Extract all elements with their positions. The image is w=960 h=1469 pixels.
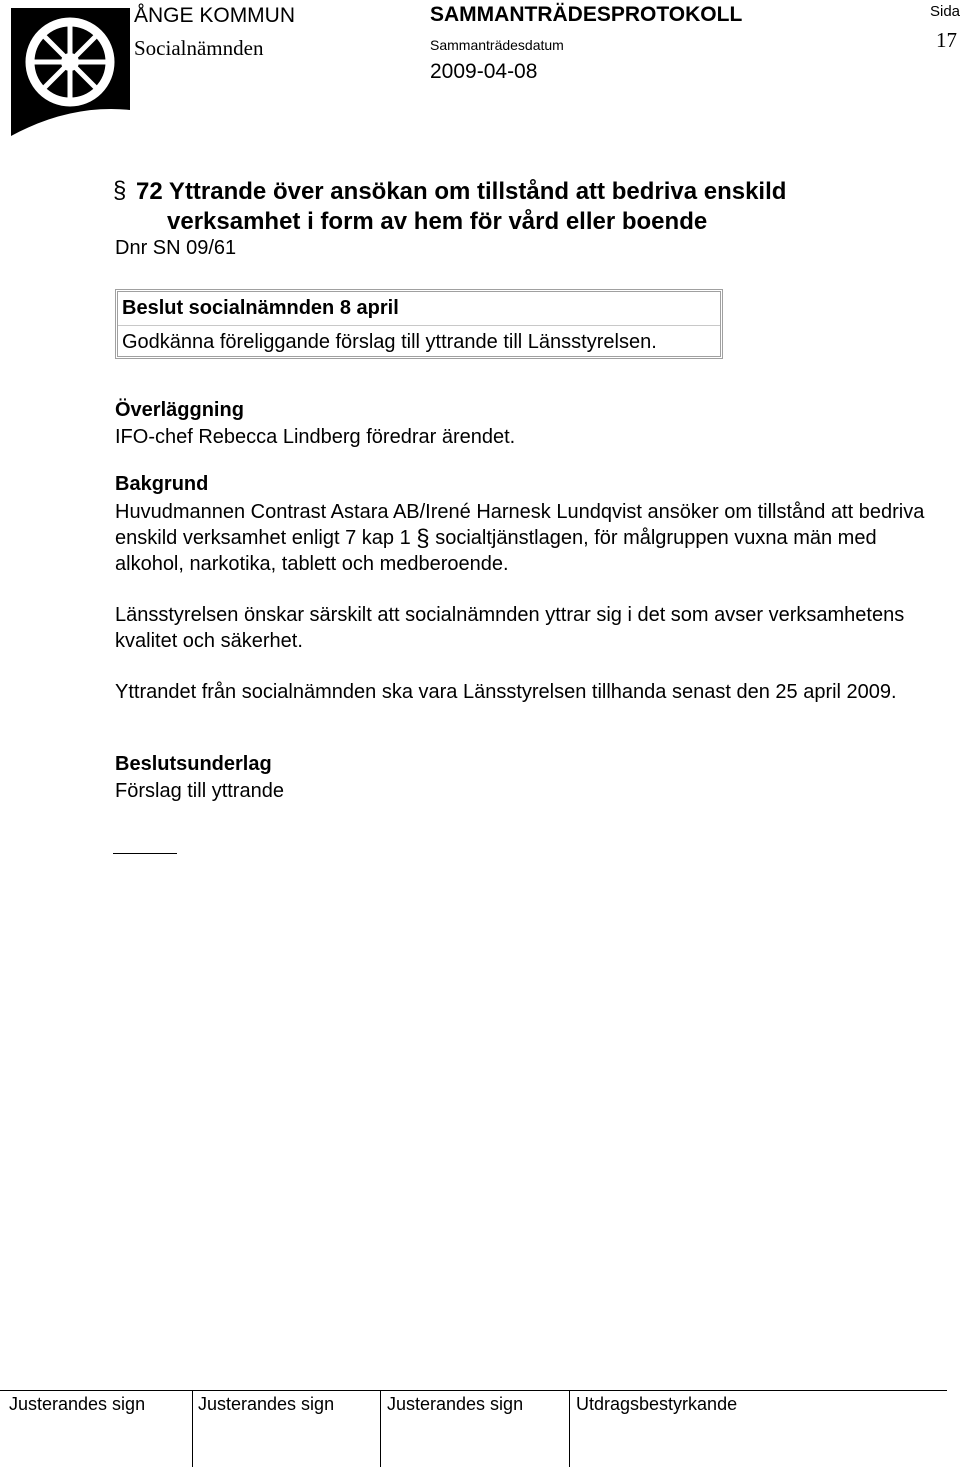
background-paragraph-3: Yttrandet från socialnämnden ska vara Länsstyrelsen tillhanda senast den 25 april 2009. — [115, 681, 897, 703]
extract-certification-label: Utdragsbestyrkande — [576, 1394, 738, 1414]
item-title — [136, 177, 926, 237]
signature-label-1: Justerandes sign — [9, 1394, 146, 1414]
end-rule — [113, 853, 177, 854]
decision-text: Godkänna föreliggande förslag till yttrande till Länsstyrelsen. — [122, 331, 657, 353]
page-number: 17 — [936, 28, 957, 52]
meeting-date-label: Sammanträdesdatum — [430, 37, 564, 53]
signature-column-divider — [380, 1391, 381, 1467]
decision-heading-row — [118, 293, 720, 326]
signature-label-2: Justerandes sign — [198, 1394, 335, 1414]
decision-text-row — [118, 326, 720, 358]
protocol-title: SAMMANTRÄDESPROTOKOLL — [430, 3, 743, 26]
item-title-line1: 72 Yttrande över ansökan om tillstånd att bedriva enskild — [136, 178, 787, 205]
background-p1-start: Huvudmannen Contrast Astara AB/Irené Harnesk Lundqvist ansöker om tillstånd att bedriva enskild verksamhet enligt 7 kap 1 — [115, 501, 925, 549]
background-p1-end: socialtjänstlagen, för målgruppen vuxna män med alkohol, narkotika, tablett och medberoende. — [115, 527, 877, 575]
decision-heading: Beslut socialnämnden 8 april — [122, 297, 399, 319]
basis-text: Förslag till yttrande — [115, 780, 284, 802]
deliberation-text: IFO-chef Rebecca Lindberg föredrar ärendet. — [115, 426, 516, 448]
decision-box — [115, 289, 723, 359]
meeting-date: 2009-04-08 — [430, 60, 538, 83]
signature-table-top-border — [0, 1390, 947, 1391]
background-heading: Bakgrund — [115, 473, 209, 495]
diary-number: Dnr SN 09/61 — [115, 237, 237, 259]
background-paragraph-2: Länsstyrelsen önskar särskilt att socialnämnden yttrar sig i det som avser verksamhetens kvalitet och säkerhet. — [115, 604, 905, 652]
department-name: Socialnämnden — [134, 36, 264, 60]
item-title-line2: verksamhet i form av hem för vård eller boende — [167, 208, 708, 235]
ange-kommun-coat-of-arms-logo — [8, 6, 133, 136]
signature-column-divider — [192, 1391, 193, 1467]
signature-label-3: Justerandes sign — [387, 1394, 524, 1414]
paragraph-section-sign: § — [416, 525, 430, 552]
signature-column-divider — [569, 1391, 570, 1467]
deliberation-heading: Överläggning — [115, 399, 244, 421]
section-sign: § — [113, 177, 127, 204]
background-paragraph-1 — [115, 499, 950, 577]
basis-heading: Beslutsunderlag — [115, 753, 272, 775]
municipality-name: ÅNGE KOMMUN — [134, 4, 296, 27]
page-label: Sida — [930, 3, 960, 20]
